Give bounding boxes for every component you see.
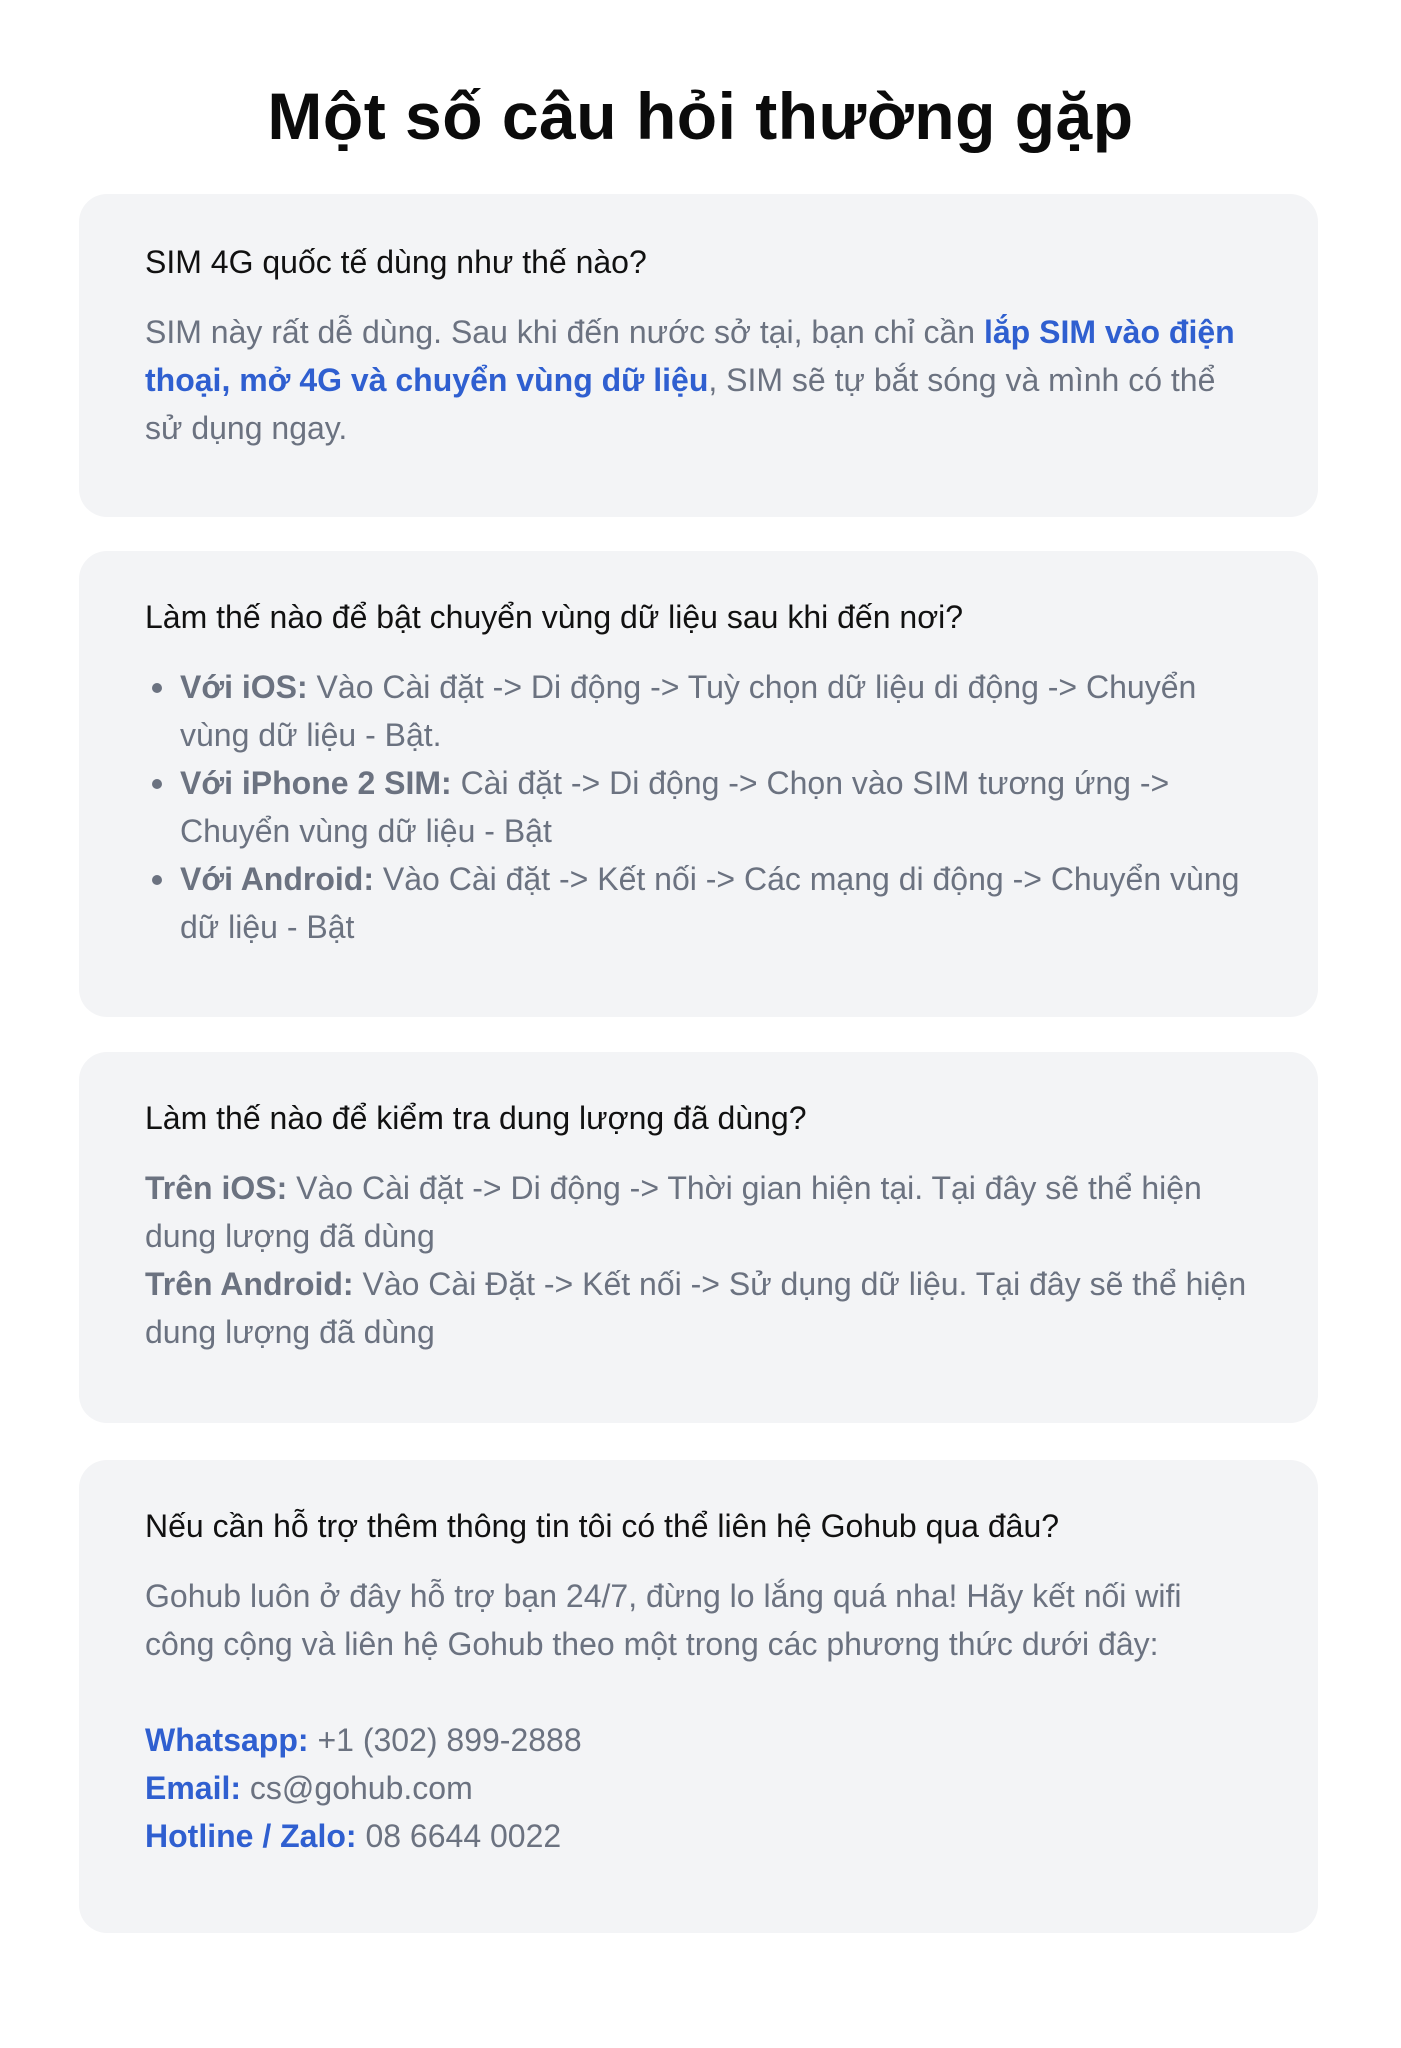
list-item-label: Với iPhone 2 SIM: bbox=[180, 765, 452, 801]
list-item-label: Với iOS: bbox=[180, 669, 308, 705]
usage-android-line bbox=[145, 1260, 1252, 1356]
bullet-dot-icon bbox=[152, 779, 162, 789]
faq-question: Làm thế nào để kiểm tra dung lượng đã dùng? bbox=[145, 1100, 807, 1136]
faq-card-support-contact bbox=[79, 1460, 1318, 1933]
faq-answer bbox=[145, 1164, 1252, 1356]
faq-answer bbox=[145, 1572, 1252, 1860]
contact-whatsapp-label: Whatsapp: bbox=[145, 1722, 309, 1758]
contact-email-label: Email: bbox=[145, 1770, 242, 1806]
roaming-steps-list bbox=[150, 663, 1252, 951]
page-title: Một số câu hỏi thường gặp bbox=[267, 79, 1134, 153]
list-item-label: Với Android: bbox=[180, 861, 374, 897]
faq-question: SIM 4G quốc tế dùng như thế nào? bbox=[145, 244, 647, 280]
contact-email[interactable] bbox=[145, 1764, 1252, 1812]
usage-ios-line bbox=[145, 1164, 1252, 1260]
answer-highlight-link[interactable]: lắp SIM vào điện thoại, mở 4G và chuyển vùng dữ liệu bbox=[145, 314, 1235, 398]
usage-android-label: Trên Android: bbox=[145, 1266, 354, 1302]
faq-question: Làm thế nào để bật chuyển vùng dữ liệu sau khi đến nơi? bbox=[145, 599, 964, 635]
bullet-dot-icon bbox=[152, 875, 162, 885]
contact-whatsapp-value: +1 (302) 899-2888 bbox=[308, 1722, 582, 1758]
contact-hotline-zalo[interactable] bbox=[145, 1812, 1252, 1860]
support-intro: Gohub luôn ở đây hỗ trợ bạn 24/7, đừng lo lắng quá nha! Hãy kết nối wifi công cộng và liên hệ Gohub theo một trong các phương thức dưới đây: bbox=[145, 1578, 1182, 1662]
usage-android-text: Vào Cài Đặt -> Kết nối -> Sử dụng dữ liệu. Tại đây sẽ thể hiện dung lượng đã dùng bbox=[145, 1266, 1247, 1350]
answer-text-part2: , SIM sẽ tự bắt sóng và mình có thể sử dụng ngay. bbox=[145, 362, 1216, 446]
list-item bbox=[150, 663, 1252, 759]
list-item-text: Cài đặt -> Di động -> Chọn vào SIM tương ứng -> Chuyển vùng dữ liệu - Bật bbox=[180, 765, 1170, 849]
contact-hotline-label: Hotline / Zalo: bbox=[145, 1818, 357, 1854]
faq-card-check-usage bbox=[79, 1052, 1318, 1423]
faq-answer bbox=[150, 663, 1252, 951]
contact-hotline-value: 08 6644 0022 bbox=[356, 1818, 562, 1854]
answer-text-part1: SIM này rất dễ dùng. Sau khi đến nước sở tại, bạn chỉ cần bbox=[145, 314, 984, 350]
list-item-text: Vào Cài đặt -> Di động -> Tuỳ chọn dữ liệu di động -> Chuyển vùng dữ liệu - Bật. bbox=[180, 669, 1197, 753]
usage-ios-text: Vào Cài đặt -> Di động -> Thời gian hiện tại. Tại đây sẽ thể hiện dung lượng đã dùng bbox=[145, 1170, 1202, 1254]
faq-answer bbox=[145, 308, 1252, 452]
contact-email-value: cs@gohub.com bbox=[241, 1770, 473, 1806]
faq-card-data-roaming bbox=[79, 551, 1318, 1017]
contact-whatsapp[interactable] bbox=[145, 1716, 1252, 1764]
list-item bbox=[150, 759, 1252, 855]
bullet-dot-icon bbox=[152, 683, 162, 693]
usage-ios-label: Trên iOS: bbox=[145, 1170, 288, 1206]
faq-answer-text bbox=[145, 308, 1252, 452]
faq-card-sim-usage bbox=[79, 194, 1318, 517]
faq-question: Nếu cần hỗ trợ thêm thông tin tôi có thể liên hệ Gohub qua đâu? bbox=[145, 1508, 1060, 1544]
list-item-text: Vào Cài đặt -> Kết nối -> Các mạng di động -> Chuyển vùng dữ liệu - Bật bbox=[180, 861, 1240, 945]
list-item bbox=[150, 855, 1252, 951]
